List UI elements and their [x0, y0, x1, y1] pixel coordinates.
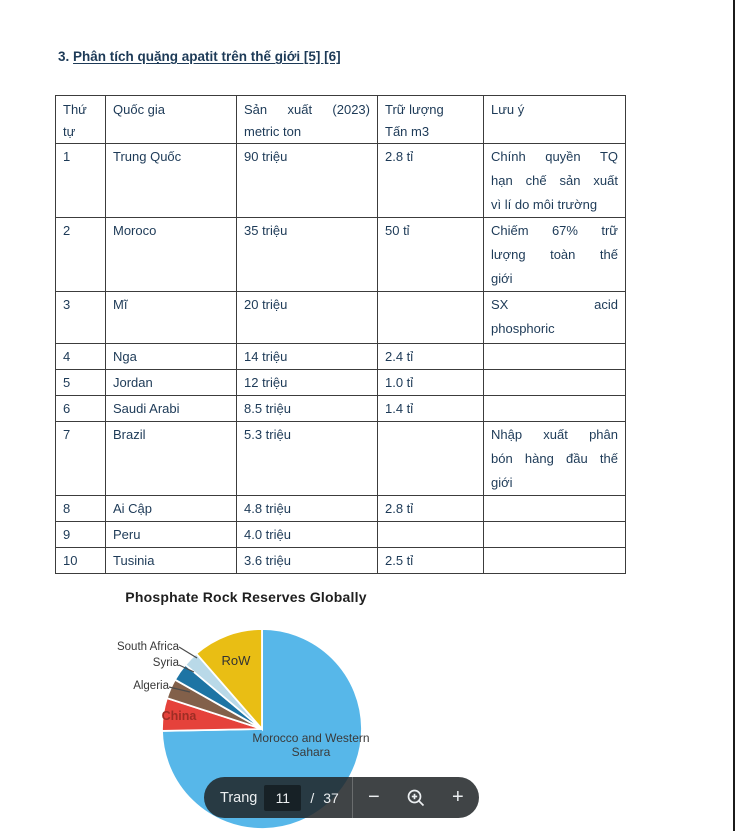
cell-stt: 7 [56, 422, 106, 496]
magnifier-plus-icon [406, 788, 426, 808]
cell-production: 3.6 triệu [237, 548, 378, 574]
cell-note [484, 344, 626, 370]
table-row [56, 344, 626, 370]
cell-country: Peru [106, 522, 237, 548]
cell-reserves [378, 422, 484, 496]
heading-title: Phân tích quặng apatit trên thế giới [5] [6] [73, 49, 341, 64]
cell-reserves: 2.4 tỉ [378, 344, 484, 370]
cell-production: 5.3 triệu [237, 422, 378, 496]
pie-label-row: RoW [221, 653, 251, 668]
cell-country: Brazil [106, 422, 237, 496]
cell-country: Jordan [106, 370, 237, 396]
cell-reserves: 50 tỉ [378, 218, 484, 292]
zoom-tool-button[interactable] [395, 777, 437, 818]
cell-country: Trung Quốc [106, 144, 237, 218]
cell-reserves: 2.8 tỉ [378, 496, 484, 522]
page-number-input[interactable]: 11 [264, 785, 301, 811]
table-row [56, 218, 626, 292]
pie-label-syria: Syria [152, 657, 179, 669]
cell-stt: 3 [56, 292, 106, 344]
cell-note [484, 496, 626, 522]
pie-label-morocco: Morocco and Western Sahara [252, 731, 370, 759]
table-row [56, 370, 626, 396]
pie-label-algeria: Algeria [133, 680, 169, 692]
cell-stt: 5 [56, 370, 106, 396]
cell-production: 4.0 triệu [237, 522, 378, 548]
page-heading [58, 49, 341, 64]
cell-country: Tusinia [106, 548, 237, 574]
cell-reserves [378, 292, 484, 344]
page-label: Trang [220, 789, 258, 806]
col-header-reserves: Trữ lượng Tấn m3 [378, 96, 484, 144]
cell-stt: 10 [56, 548, 106, 574]
cell-stt: 1 [56, 144, 106, 218]
table-row [56, 144, 626, 218]
cell-production: 12 triệu [237, 370, 378, 396]
zoom-in-button[interactable] [437, 777, 479, 818]
cell-country: Ai Cập [106, 496, 237, 522]
cell-note [484, 370, 626, 396]
table-row [56, 422, 626, 496]
cell-country: Moroco [106, 218, 237, 292]
table-row [56, 496, 626, 522]
cell-stt: 9 [56, 522, 106, 548]
zoom-out-button[interactable] [353, 777, 395, 818]
cell-note [484, 548, 626, 574]
cell-country: Mĩ [106, 292, 237, 344]
cell-production: 90 triệu [237, 144, 378, 218]
cell-production: 14 triệu [237, 344, 378, 370]
page-total: 37 [323, 789, 339, 806]
cell-country: Nga [106, 344, 237, 370]
pdf-viewer-toolbar [204, 777, 479, 818]
cell-note [484, 522, 626, 548]
cell-reserves: 1.0 tỉ [378, 370, 484, 396]
cell-reserves [378, 522, 484, 548]
table-row [56, 522, 626, 548]
col-header-note: Lưu ý [484, 96, 626, 144]
pie-chart-title: Phosphate Rock Reserves Globally [125, 589, 367, 605]
cell-production: 35 triệu [237, 218, 378, 292]
table-row [56, 292, 626, 344]
cell-note: SX acid phosphoric [484, 292, 626, 344]
page-separator: / [310, 789, 315, 806]
cell-stt: 4 [56, 344, 106, 370]
pie-label-south-africa: South Africa [116, 641, 179, 653]
heading-number: 3. [58, 49, 70, 64]
cell-reserves: 1.4 tỉ [378, 396, 484, 422]
cell-stt: 2 [56, 218, 106, 292]
leader-line-south-africa [179, 647, 197, 658]
col-header-country: Quốc gia [106, 96, 237, 144]
cell-note: Chiếm 67% trữ lượng toàn thế giới [484, 218, 626, 292]
cell-production: 8.5 triệu [237, 396, 378, 422]
cell-reserves: 2.8 tỉ [378, 144, 484, 218]
col-header-stt: Thứ tự [56, 96, 106, 144]
cell-production: 4.8 triệu [237, 496, 378, 522]
cell-note: Nhập xuất phân bón hàng đầu thế giới [484, 422, 626, 496]
cell-production: 20 triệu [237, 292, 378, 344]
table-header-row [56, 96, 626, 144]
cell-reserves: 2.5 tỉ [378, 548, 484, 574]
cell-stt: 6 [56, 396, 106, 422]
col-header-production: Sản xuất (2023) metric ton [237, 96, 378, 144]
plus-icon: + [451, 786, 464, 808]
cell-country: Saudi Arabi [106, 396, 237, 422]
cell-note: Chính quyền TQ hạn chế sản xuất vì lí do môi trường [484, 144, 626, 218]
minus-icon: − [367, 786, 380, 808]
window-right-edge-line [733, 0, 735, 831]
cell-stt: 8 [56, 496, 106, 522]
table-row [56, 396, 626, 422]
table-row [56, 548, 626, 574]
apatite-table [55, 95, 626, 574]
cell-note [484, 396, 626, 422]
pie-label-china: China [161, 709, 197, 723]
